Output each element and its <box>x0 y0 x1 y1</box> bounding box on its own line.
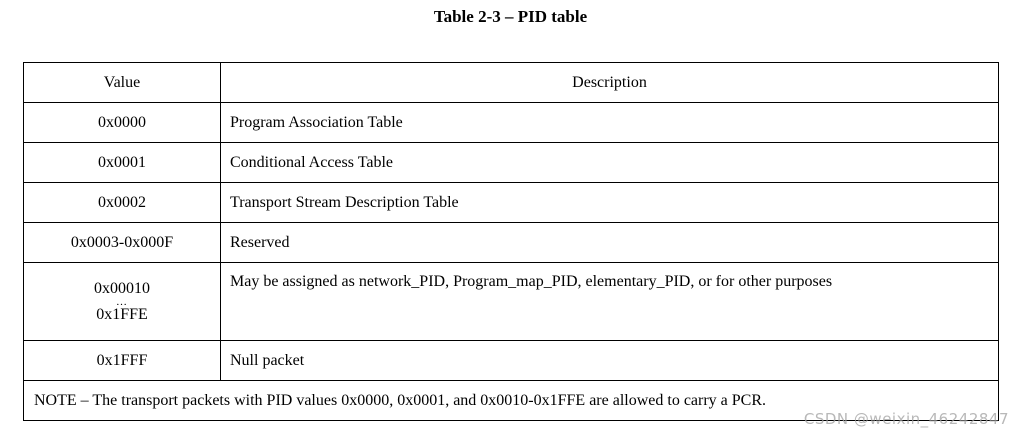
pid-description-cell: Reserved <box>221 223 999 263</box>
pid-range-ellipsis: … <box>116 295 128 308</box>
table-row <box>24 263 999 341</box>
pid-description-cell: Conditional Access Table <box>221 143 999 183</box>
pid-value-cell: 0x0003-0x000F <box>24 223 221 263</box>
pid-description-cell: May be assigned as network_PID, Program_map_PID, elementary_PID, or for other purposes <box>221 263 999 341</box>
pid-value-cell: 0x0000 <box>24 103 221 143</box>
table-header-row <box>24 63 999 103</box>
table-row <box>24 341 999 381</box>
pid-table <box>23 62 999 421</box>
pid-range-end: 0x1FFE <box>96 305 148 323</box>
pid-value-cell: 0x0001 <box>24 143 221 183</box>
table-row <box>24 183 999 223</box>
pid-description-cell: Null packet <box>221 341 999 381</box>
table-title: Table 2-3 – PID table <box>433 7 588 26</box>
column-header-description: Description <box>221 63 999 103</box>
pid-range-start: 0x00010 <box>94 279 150 297</box>
pid-value-range <box>24 280 220 324</box>
pid-value-cell: 0x1FFF <box>24 341 221 381</box>
pid-description-cell: Program Association Table <box>221 103 999 143</box>
table-row <box>24 223 999 263</box>
table-row <box>24 103 999 143</box>
table-row <box>24 143 999 183</box>
pid-value-cell: 0x0002 <box>24 183 221 223</box>
column-header-value: Value <box>24 63 221 103</box>
pid-value-range-cell <box>24 263 221 341</box>
pid-description-cell: Transport Stream Description Table <box>221 183 999 223</box>
watermark: CSDN @weixin_46242847 <box>803 410 1009 428</box>
table-note: NOTE – The transport packets with PID values 0x0000, 0x0001, and 0x0010-0x1FFE are allowed to carry a PCR. <box>24 381 999 421</box>
